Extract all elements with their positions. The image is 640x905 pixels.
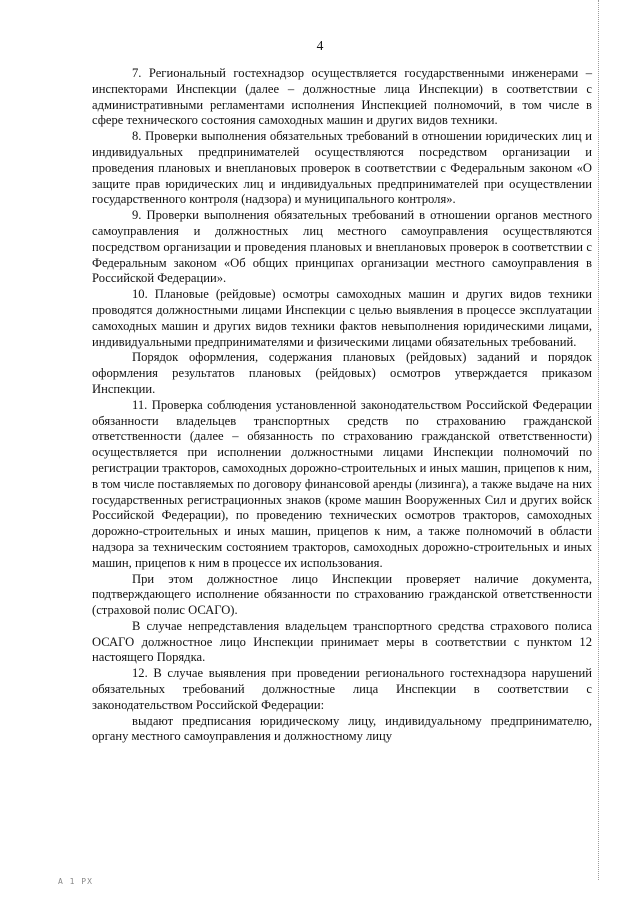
paragraph-9: 9. Проверки выполнения обязательных требований в отношении органов местного самоуправления и должностных лиц местного самоуправления осуществляются посредством организации и проведения плановых и внеплановых проверок в соответствии с Федеральным законом «Об общих принципах организации местного самоуправления в Российской Федерации».	[92, 208, 592, 286]
page-edge-line	[598, 0, 599, 880]
paragraph-8: 8. Проверки выполнения обязательных требований в отношении юридических лиц и индивидуальных предпринимателей осуществляются посредством организации и проведения плановых и внеплановых проверок в соответствии с Федеральным законом «О защите прав юридических лиц и индивидуальных предпринимателей при осуществлении государственного контроля (надзора) и муниципального контроля».	[92, 129, 592, 207]
paragraph-11-osago: В случае непредставления владельцем транспортного средства страхового полиса ОСАГО должностное лицо Инспекции принимает меры в соответствии с пунктом 12 настоящего Порядка.	[92, 618, 592, 665]
paragraph-11: 11. Проверка соблюдения установленной законодательством Российской Федерации обязанности владельцев транспортных средств по страхованию гражданской ответственности (далее – обязанность по страхованию гражданской ответственности) осуществляется при исполнении должностными лицами Инспекции полномочий по регистрации тракторов, самоходных дорожно-строительных и иных машин, прицепов к ним, в том числе поставляемых по договору финансовой аренды (лизинга), а также выдаче на них государственных регистрационных знаков (кроме машин Вооруженных Сил и других войск Российской Федерации), по проведению технических осмотров тракторов, самоходных дорожно-строительных и иных машин, прицепов к ним, а также полномочий в области надзора за техническим состоянием тракторов, самоходных дорожно-строительных и иных машин, прицепов к ним в процессе их использования.	[92, 397, 592, 570]
footer-mark: А 1 РХ	[58, 877, 93, 886]
paragraph-12: 12. В случае выявления при проведении регионального гостехнадзора нарушений обязательных требований должностные лица Инспекции в соответствии с законодательством Российской Федерации:	[92, 666, 592, 712]
paragraph-12-prescriptions: выдают предписания юридическому лицу, индивидуальному предпринимателю, органу местного самоуправления и должностному лицу	[92, 713, 592, 744]
page-number: 4	[316, 38, 324, 53]
paragraph-10-order: Порядок оформления, содержания плановых (рейдовых) заданий и порядок оформления результатов плановых (рейдовых) осмотров утверждается приказом Инспекции.	[92, 350, 592, 396]
paragraph-10: 10. Плановые (рейдовые) осмотры самоходных машин и других видов техники проводятся должностными лицами Инспекции с целью выявления в процессе эксплуатации самоходных машин и других видов техники фактов невыполнения юридическими лицами, индивидуальными предпринимателями и физическими лицами обязательных требований.	[92, 287, 592, 349]
document-body	[92, 66, 592, 745]
paragraph-7: 7. Региональный гостехнадзор осуществляется государственными инженерами – инспекторами Инспекции (далее – должностные лица Инспекции) в соответствии с административными регламентами исполнения Инспекцией полномочий, в том числе в сфере технического состояния самоходных машин и других видов техники.	[92, 66, 592, 128]
paragraph-11-check: При этом должностное лицо Инспекции проверяет наличие документа, подтверждающего исполнение обязанности по страхованию гражданской ответственности (страховой полис ОСАГО).	[92, 571, 592, 618]
